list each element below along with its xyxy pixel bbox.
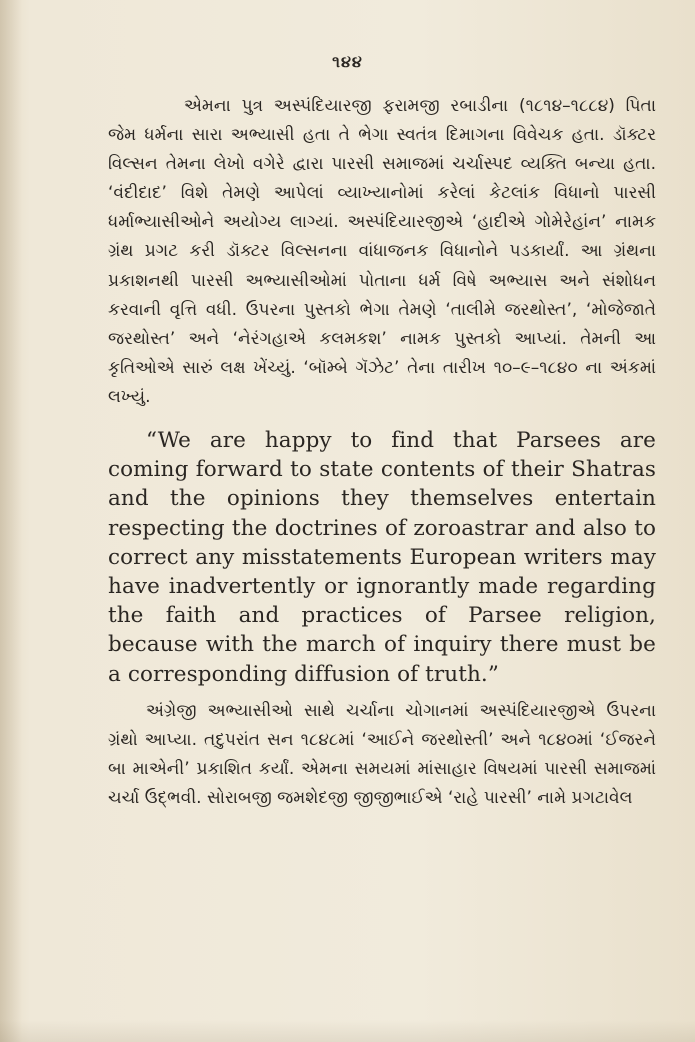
page-fold-shadow (0, 0, 22, 1042)
page-number: ૧૪૪ (332, 52, 363, 71)
page-bottom-edge (0, 1020, 695, 1042)
paragraph-english-scholars-debate: અંગ્રેજી અભ્યાસીઓ સાથે ચર્ચાના ચોગાનમાં અસ્પંદિયારજીએ ઉપરના ગ્રંથો આપ્યા. તદુપરાંત સન ૧૮૪૮માં ‘આઈને જરથોસ્તી’ અને ૧૮૪૦માં ‘ઈજરને બા માએની’ પ્રકાશિત કર્યાં. એમના સમયમાં માંસાહાર વિષયમાં પારસી સમાજમાં ચર્ચા ઉદ્ભવી. સોરાબજી જમશેદજી જીજીભાઈએ ‘રાહે પારસી’ નામે પ્રગટાવેલ (108, 700, 656, 809)
body-text (108, 92, 656, 813)
paragraph-rabadi-intro: એમના પુત્ર અસ્પંદિયારજી ફરામજી રબાડીના (૧૮૧૪–૧૮૮૪) પિતા જેમ ધર્મના સારા અભ્યાસી હતા તે ભેગા સ્વતંત્ર દિમાગના વિવેચક હતા. ડૉક્ટર વિલ્સન તેમના લેખો વગેરે દ્વારા પારસી સમાજમાં ચર્ચાસ્પદ વ્યક્તિ બન્યા હતા. ‘વંદીદાદ’ વિશે તેમણે આપેલાં વ્યાખ્યાનોમાં કરેલાં કેટલાંક વિધાનો પારસી ધર્માભ્યાસીઓને અયોગ્ય લાગ્યાં. અસ્પંદિયારજીએ ‘હાદીએ ગોમેરેહાંન’ નામક ગ્રંથ પ્રગટ કરી ડૉક્ટર વિલ્સનના વાંધાજનક વિધાનોને પડકાર્યાં. આ ગ્રંથના પ્રકાશનથી પારસી અભ્યાસીઓમાં પોતાના ધર્મ વિષે અભ્યાસ અને સંશોધન કરવાની વૃત્તિ વધી. ઉપરના પુસ્તકો ભેગા તેમણે ‘તાલીમે જરથોસ્ત’, ‘મોજેજાતે જરથોસ્ત’ અને ‘નેરંગહાએ કલમકશ’ નામક પુસ્તકો આપ્યાં. તેમની આ કૃતિઓએ સારું લક્ષ ખેંચ્યું. ‘બૉમ્બે ગૅઝેટ’ તેના તારીખ ૧૦–૯–૧૮૪૦ ના અંકમાં લખ્યું. (108, 96, 656, 407)
paragraph-bombay-gazette-quote: “We are happy to find that Parsees are coming forward to state contents of their Shatras and the opinions they themselves entertain respecting the doctrines of zoroastrar and also to correct any misstatements European writers may have inadvertently or ignorantly made regarding the faith and practices of Parsee religion, because with the march of inquiry there must be a corresponding diffusion of truth.” (108, 428, 656, 687)
